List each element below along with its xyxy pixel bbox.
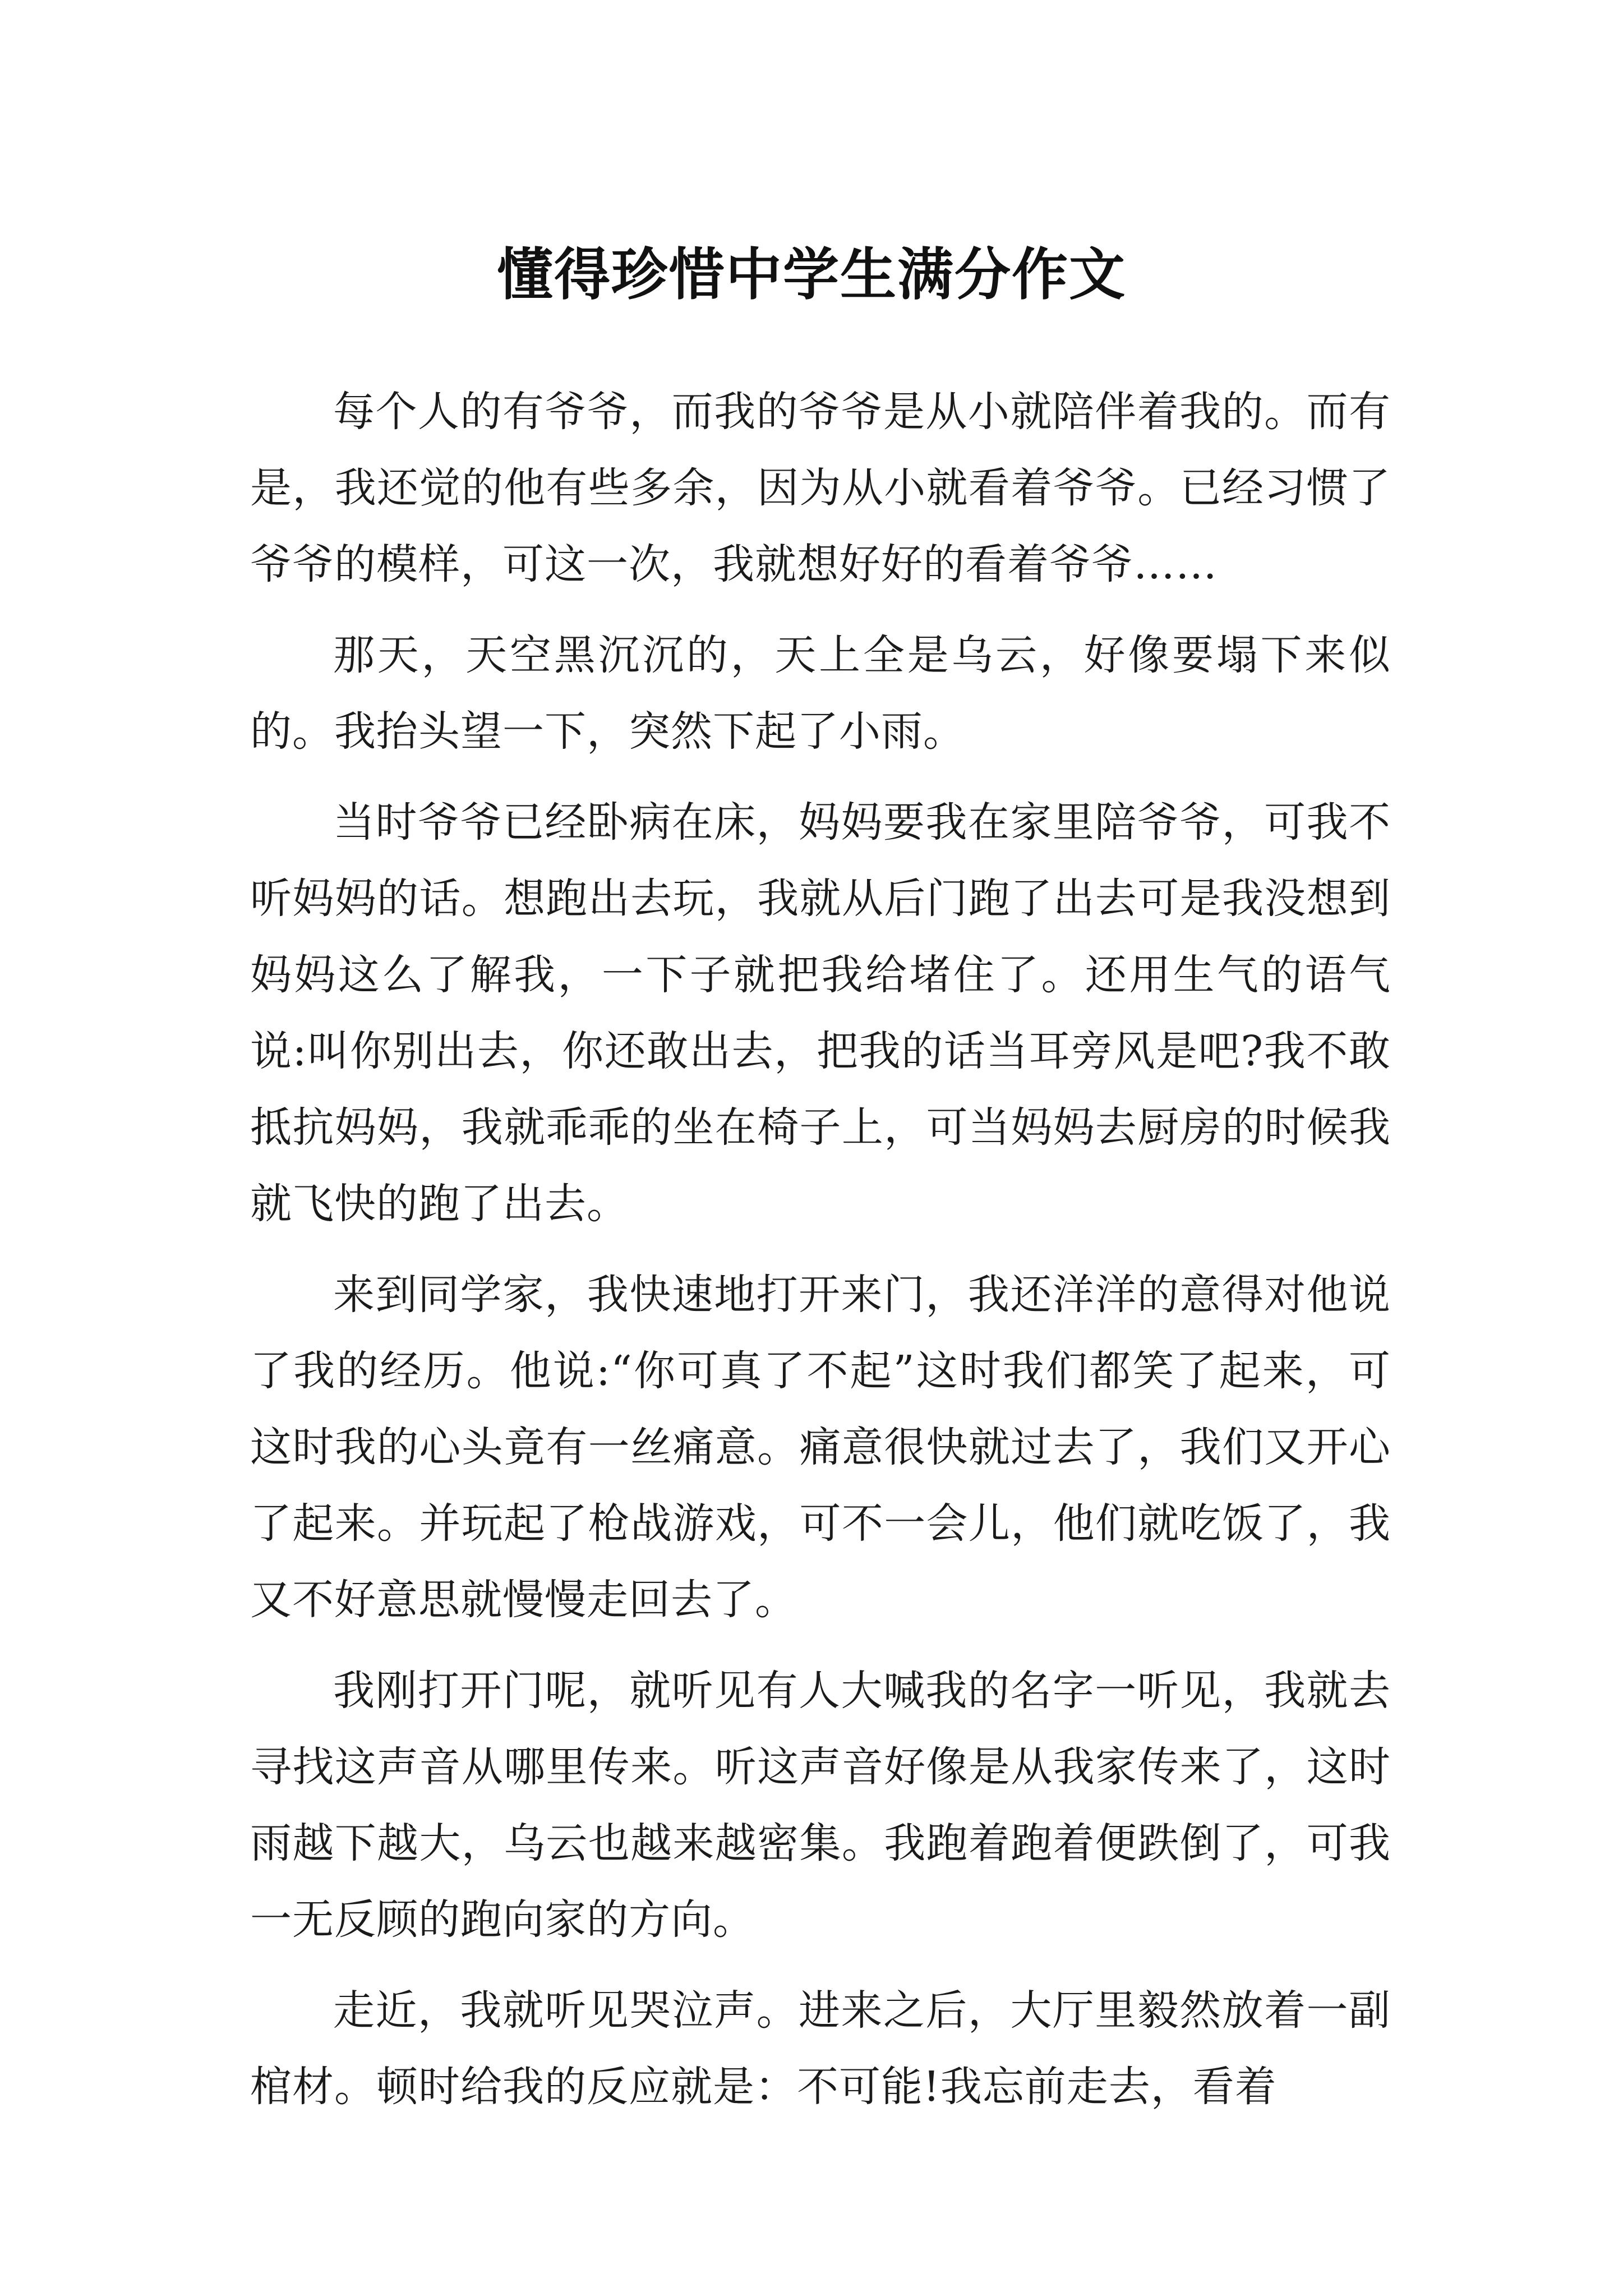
- paragraph: 我刚打开门呢，就听见有人大喊我的名字一听见，我就去寻找这声音从哪里传来。听这声音好像是从我家传来了，这时雨越下越大，乌云也越来越密集。我跑着跑着便跌倒了，可我一无反顾的跑向家的方向。: [250, 1667, 1391, 1944]
- paragraph: 来到同学家，我快速地打开来门，我还洋洋的意得对他说了我的经历。他说:“你可真了不起”这时我们都笑了起来，可这时我的心头竟有一丝痛意。痛意很快就过去了，我们又开心了起来。并玩起了枪战游戏，可不一会儿，他们就吃饭了，我又不好意思就慢慢走回去了。: [250, 1271, 1391, 1624]
- paragraph: 走近，我就听见哭泣声。进来之后，大厅里毅然放着一副棺材。顿时给我的反应就是：不可能!我忘前走去，看着: [250, 1986, 1391, 2111]
- paragraph: 当时爷爷已经卧病在床，妈妈要我在家里陪爷爷，可我不听妈妈的话。想跑出去玩，我就从后门跑了出去可是我没想到妈妈这么了解我，一下子就把我给堵住了。还用生气的语气说:叫你别出去，你还敢出去，把我的话当耳旁风是吧?我不敢抵抗妈妈，我就乖乖的坐在椅子上，可当妈妈去厨房的时候我就飞快的跑了出去。: [250, 798, 1391, 1228]
- document-body: [250, 374, 1391, 2139]
- paragraph: 每个人的有爷爷，而我的爷爷是从小就陪伴着我的。而有是，我还觉的他有些多余，因为从小就看着爷爷。已经习惯了爷爷的模样，可这一次，我就想好好的看着爷爷……: [250, 388, 1391, 588]
- paragraph: 那天，天空黑沉沉的，天上全是乌云，好像要塌下来似的。我抬头望一下，突然下起了小雨。: [250, 631, 1391, 756]
- document-title: 懂得珍惜中学生满分作文: [497, 241, 1126, 307]
